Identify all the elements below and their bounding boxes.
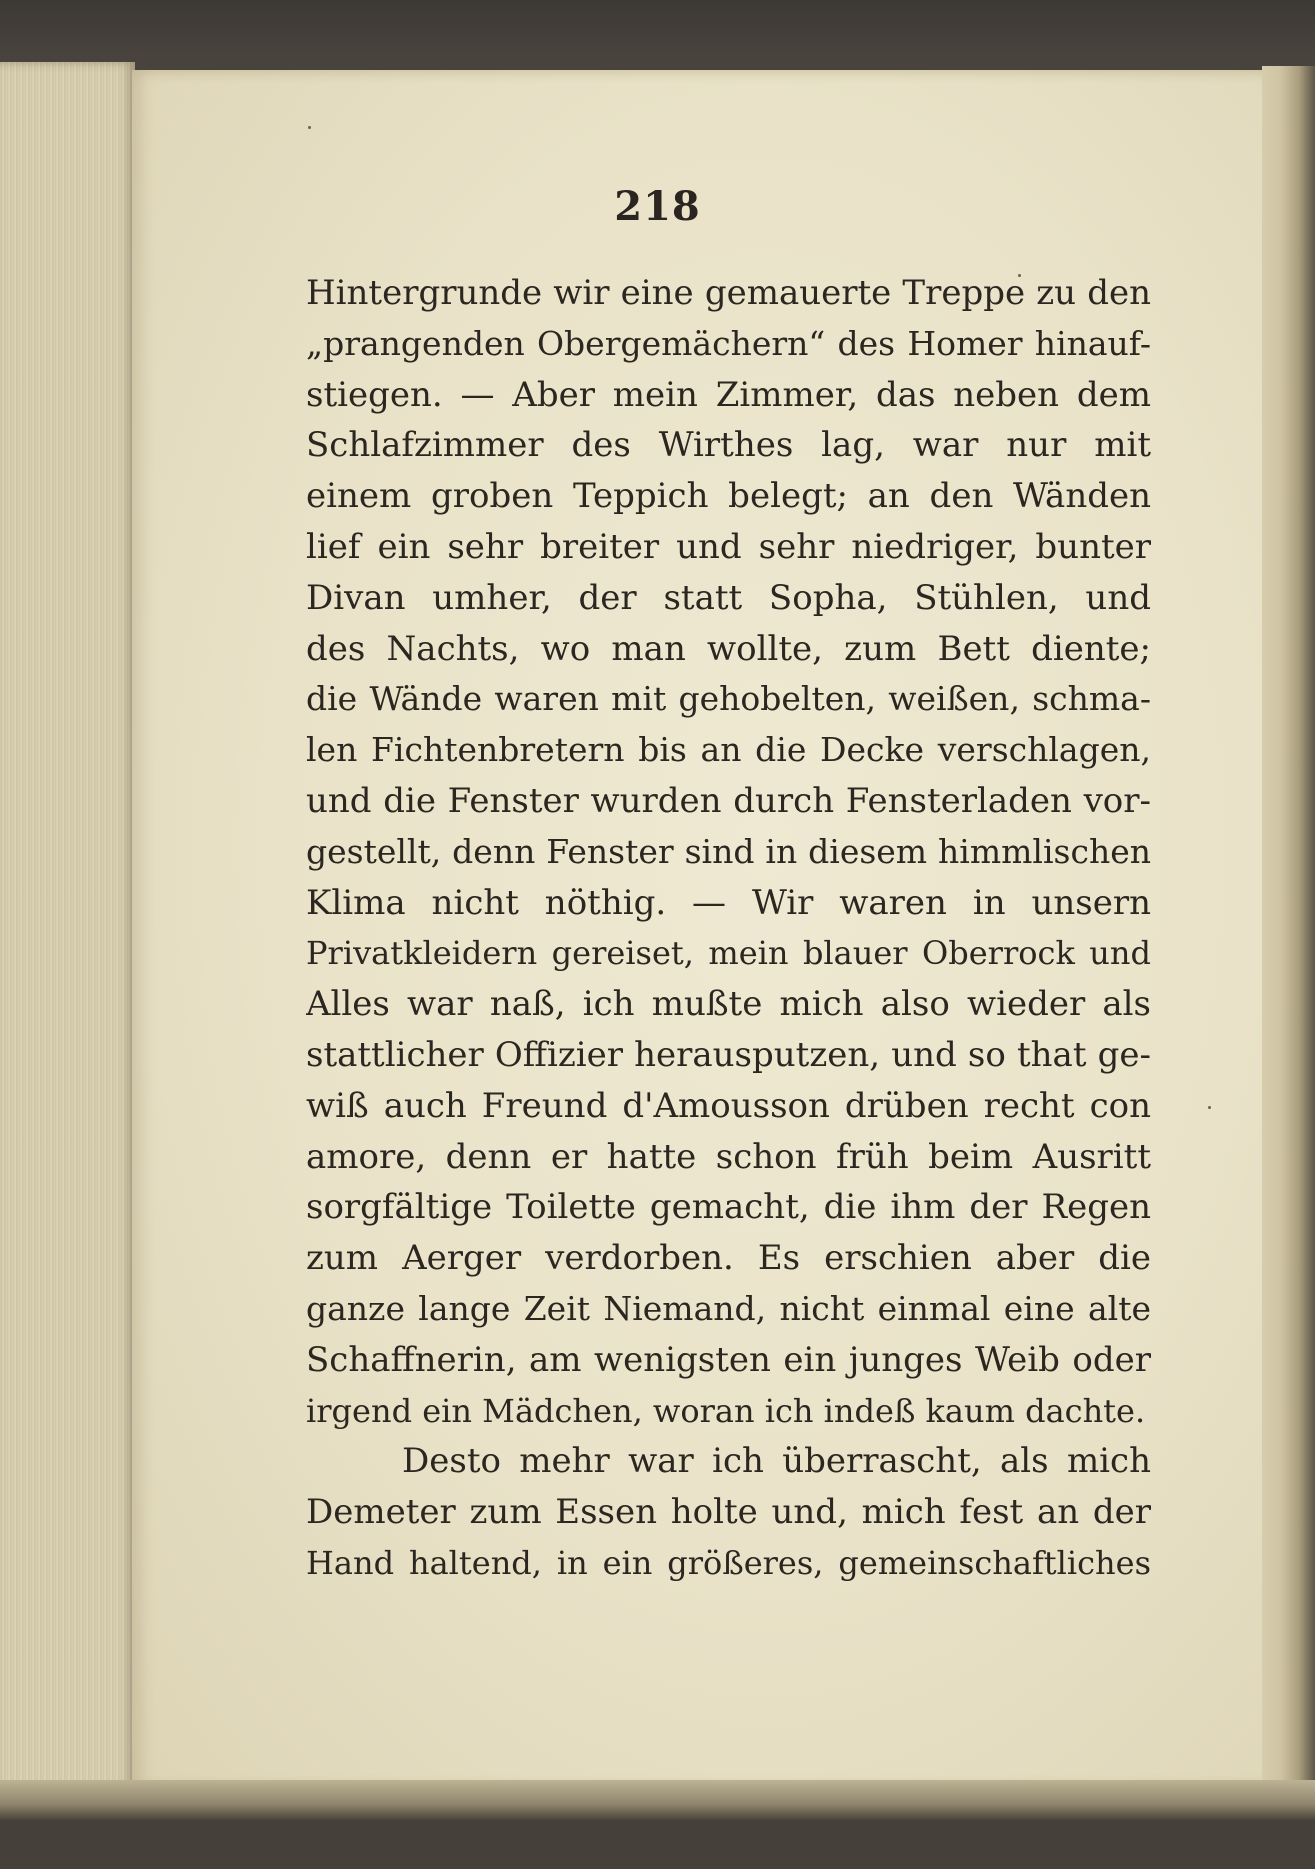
text-line: die Wände waren mit gehobelten, weißen, schma-	[306, 679, 1151, 719]
text-line: Schlafzimmer des Wirthes lag, war nur mit	[306, 425, 1151, 466]
text-line: Demeter zum Essen holte und, mich fest an der	[306, 1492, 1151, 1533]
page-edges-left	[0, 62, 135, 1802]
text-line: Hintergrunde wir eine gemauerte Treppe zu den	[306, 273, 1151, 313]
text-line: des Nachts, wo man wollte, zum Bett diente;	[306, 628, 1151, 669]
text-line: Privatkleidern gereiset, mein blauer Oberrock und	[306, 934, 1151, 973]
text-line: „prangenden Obergemächern“ des Homer hinauf-	[306, 323, 1151, 363]
text-line: und die Fenster wurden durch Fensterladen vor-	[306, 780, 1151, 821]
text-line: stattlicher Offizier herausputzen, und so that ge-	[306, 1034, 1151, 1075]
text-line: ganze lange Zeit Niemand, nicht einmal eine alte	[306, 1288, 1151, 1328]
text-line: Klima nicht nöthig. — Wir waren in unsern	[306, 882, 1151, 923]
text-line: Divan umher, der statt Sopha, Stühlen, und	[306, 577, 1151, 618]
text-line: amore, denn er hatte schon früh beim Ausritt	[306, 1136, 1151, 1177]
text-line-indented: Desto mehr war ich überrascht, als mich	[402, 1441, 1151, 1482]
page-number: 218	[614, 183, 701, 230]
text-line: irgend ein Mädchen, woran ich indeß kaum dachte.	[306, 1391, 1146, 1430]
text-line: lief ein sehr breiter und sehr niedriger, bunter	[306, 526, 1151, 567]
text-line: wiß auch Freund d'Amousson drüben recht con	[306, 1085, 1151, 1126]
text-line: Schaffnerin, am wenigsten ein junges Weib oder	[306, 1339, 1151, 1380]
text-line: gestellt, denn Fenster sind in diesem himmlischen	[306, 831, 1151, 871]
text-line: einem groben Teppich belegt; an den Wänden	[306, 476, 1151, 517]
text-line: Hand haltend, in ein größeres, gemeinschaftliches	[306, 1543, 1151, 1582]
paper-speck	[1208, 1106, 1211, 1109]
text-line: zum Aerger verdorben. Es erschien aber die	[306, 1238, 1151, 1279]
text-line: sorgfältige Toilette gemacht, die ihm der Regen	[306, 1187, 1151, 1228]
body-text	[306, 268, 1151, 1589]
paper-speck	[308, 126, 311, 129]
text-line: Alles war naß, ich mußte mich also wieder als	[306, 984, 1151, 1025]
page-edges-bottom	[0, 1780, 1315, 1820]
text-line: len Fichtenbretern bis an die Decke verschlagen,	[306, 730, 1151, 770]
book-gutter	[1262, 66, 1315, 1796]
text-line: stiegen. — Aber mein Zimmer, das neben dem	[306, 374, 1151, 415]
